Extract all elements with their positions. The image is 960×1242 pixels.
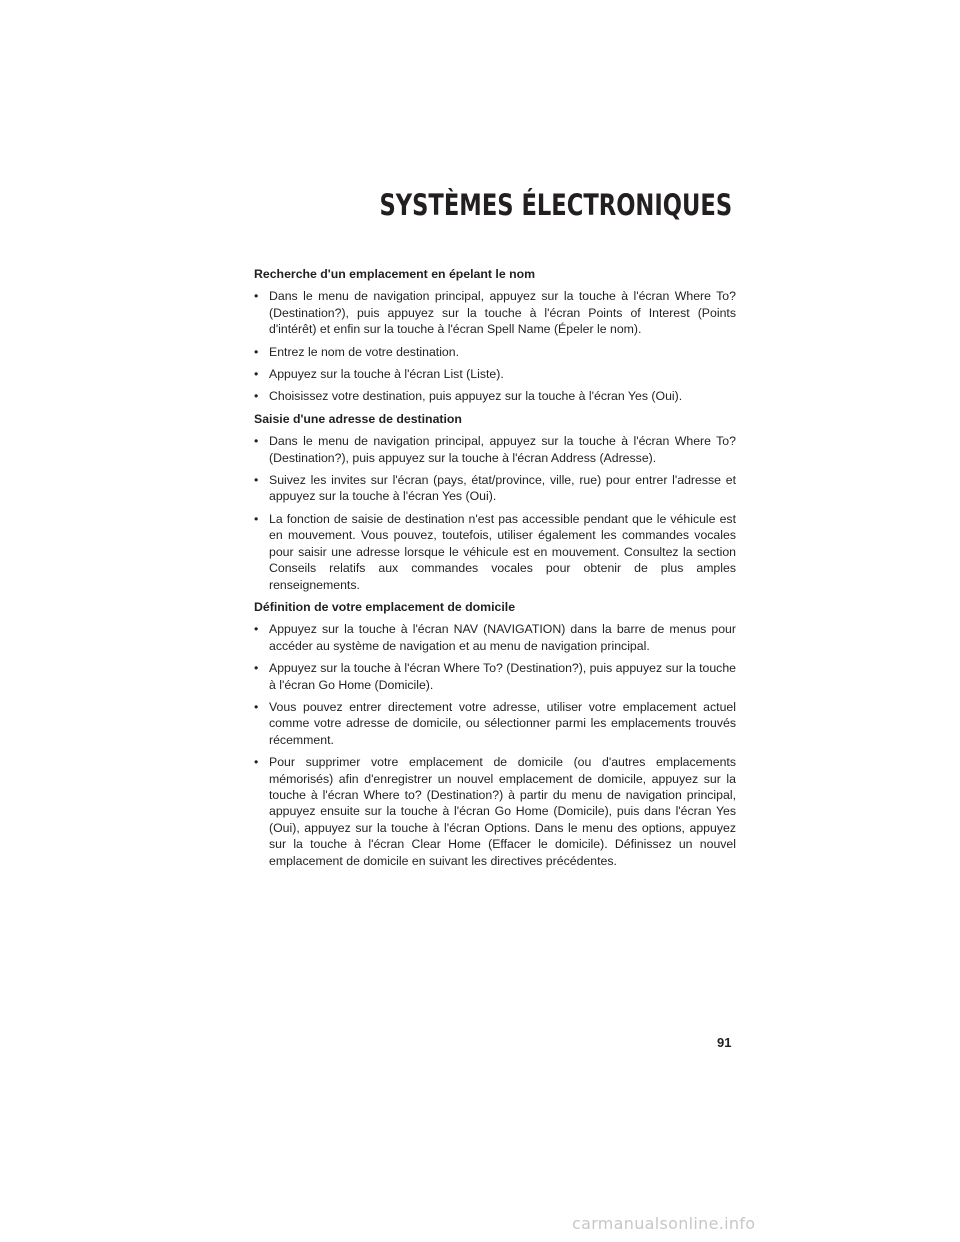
list-item-text: Vous pouvez entrer directement votre adresse, utiliser votre emplacement actuel comme votre adresse de domicile, ou sélectionner parmi les emplacements trouvés récemment. [269, 699, 736, 747]
list-item [254, 366, 736, 382]
bullet-icon: • [254, 473, 259, 488]
bullet-icon: • [254, 511, 259, 526]
list-item [254, 754, 736, 869]
list-item-text: La fonction de saisie de destination n'est pas accessible pendant que le véhicule est en mouvement. Vous pouvez, toutefois, utiliser également les commandes vocales pour saisir une adresse lorsque le véhicule est en mouvement. Consultez la section Conseils relatifs aux commandes vocales pour obtenir de plus amples renseignements. [269, 511, 736, 592]
bullet-icon: • [254, 434, 259, 449]
list-item-text: Dans le menu de navigation principal, appuyez sur la touche à l'écran Where To? (Destination?), puis appuyez sur la touche à l'écran Points of Interest (Points d'intérêt) et enfin sur la touche à l'écran Spell Name (Épeler le nom). [269, 289, 736, 337]
bullet-icon: • [254, 289, 259, 304]
bullet-icon: • [254, 622, 259, 637]
watermark-text: carmanualsonline.info [572, 1214, 756, 1233]
list-item-text: Dans le menu de navigation principal, appuyez sur la touche à l'écran Where To? (Destination?), puis appuyez sur la touche à l'écran Address (Adresse). [269, 434, 736, 465]
list-item [254, 288, 736, 337]
list-item [254, 388, 736, 404]
section-heading-spell-name: Recherche d'un emplacement en épelant le nom [254, 267, 536, 281]
bullet-icon: • [254, 389, 259, 404]
list-item-text: Pour supprimer votre emplacement de domicile (ou d'autres emplacements mémorisés) afin d'enregistrer un nouvel emplacement de domicile, appuyez sur la touche à l'écran Where to? (Destination?) à partir du menu de navigation principal, appuyez ensuite sur la touche à l'écran Go Home (Domicile), puis dans l'écran Yes (Oui), appuyez sur la touche à l'écran Options. Dans le menu des options, appuyez sur la touche à l'écran Clear Home (Effacer le domicile). Définissez un nouvel emplacement de domicile en suivant les directives précédentes. [269, 755, 736, 868]
document-body [254, 266, 736, 875]
bullet-icon: • [254, 344, 259, 359]
list-item [254, 344, 736, 360]
page-number: 91 [717, 1035, 732, 1050]
list-item [254, 621, 736, 654]
bullet-list-address [254, 433, 736, 593]
list-item [254, 511, 736, 593]
section-heading-home: Définition de votre emplacement de domicile [254, 599, 516, 614]
list-item-text: Appuyez sur la touche à l'écran NAV (NAVIGATION) dans la barre de menus pour accéder au système de navigation et au menu de navigation principal. [269, 622, 736, 653]
bullet-list-spell-name [254, 288, 736, 404]
bullet-icon: • [254, 755, 259, 770]
list-item-text: Entrez le nom de votre destination. [269, 344, 460, 359]
bullet-list-home [254, 621, 736, 869]
list-item-text: Suivez les invites sur l'écran (pays, état/province, ville, rue) pour entrer l'adresse et appuyez sur la touche à l'écran Yes (Oui). [269, 473, 736, 504]
list-item [254, 699, 736, 748]
bullet-icon: • [254, 661, 259, 676]
list-item [254, 660, 736, 693]
bullet-icon: • [254, 367, 259, 382]
list-item-text: Choisissez votre destination, puis appuyez sur la touche à l'écran Yes (Oui). [269, 389, 683, 404]
list-item [254, 472, 736, 505]
section-header: SYSTÈMES ÉLECTRONIQUES [379, 188, 732, 222]
bullet-icon: • [254, 699, 259, 714]
list-item [254, 433, 736, 466]
list-item-text: Appuyez sur la touche à l'écran Where To? (Destination?), puis appuyez sur la touche à l'écran Go Home (Domicile). [269, 661, 736, 692]
section-heading-address: Saisie d'une adresse de destination [254, 411, 462, 426]
list-item-text: Appuyez sur la touche à l'écran List (Liste). [269, 367, 504, 382]
